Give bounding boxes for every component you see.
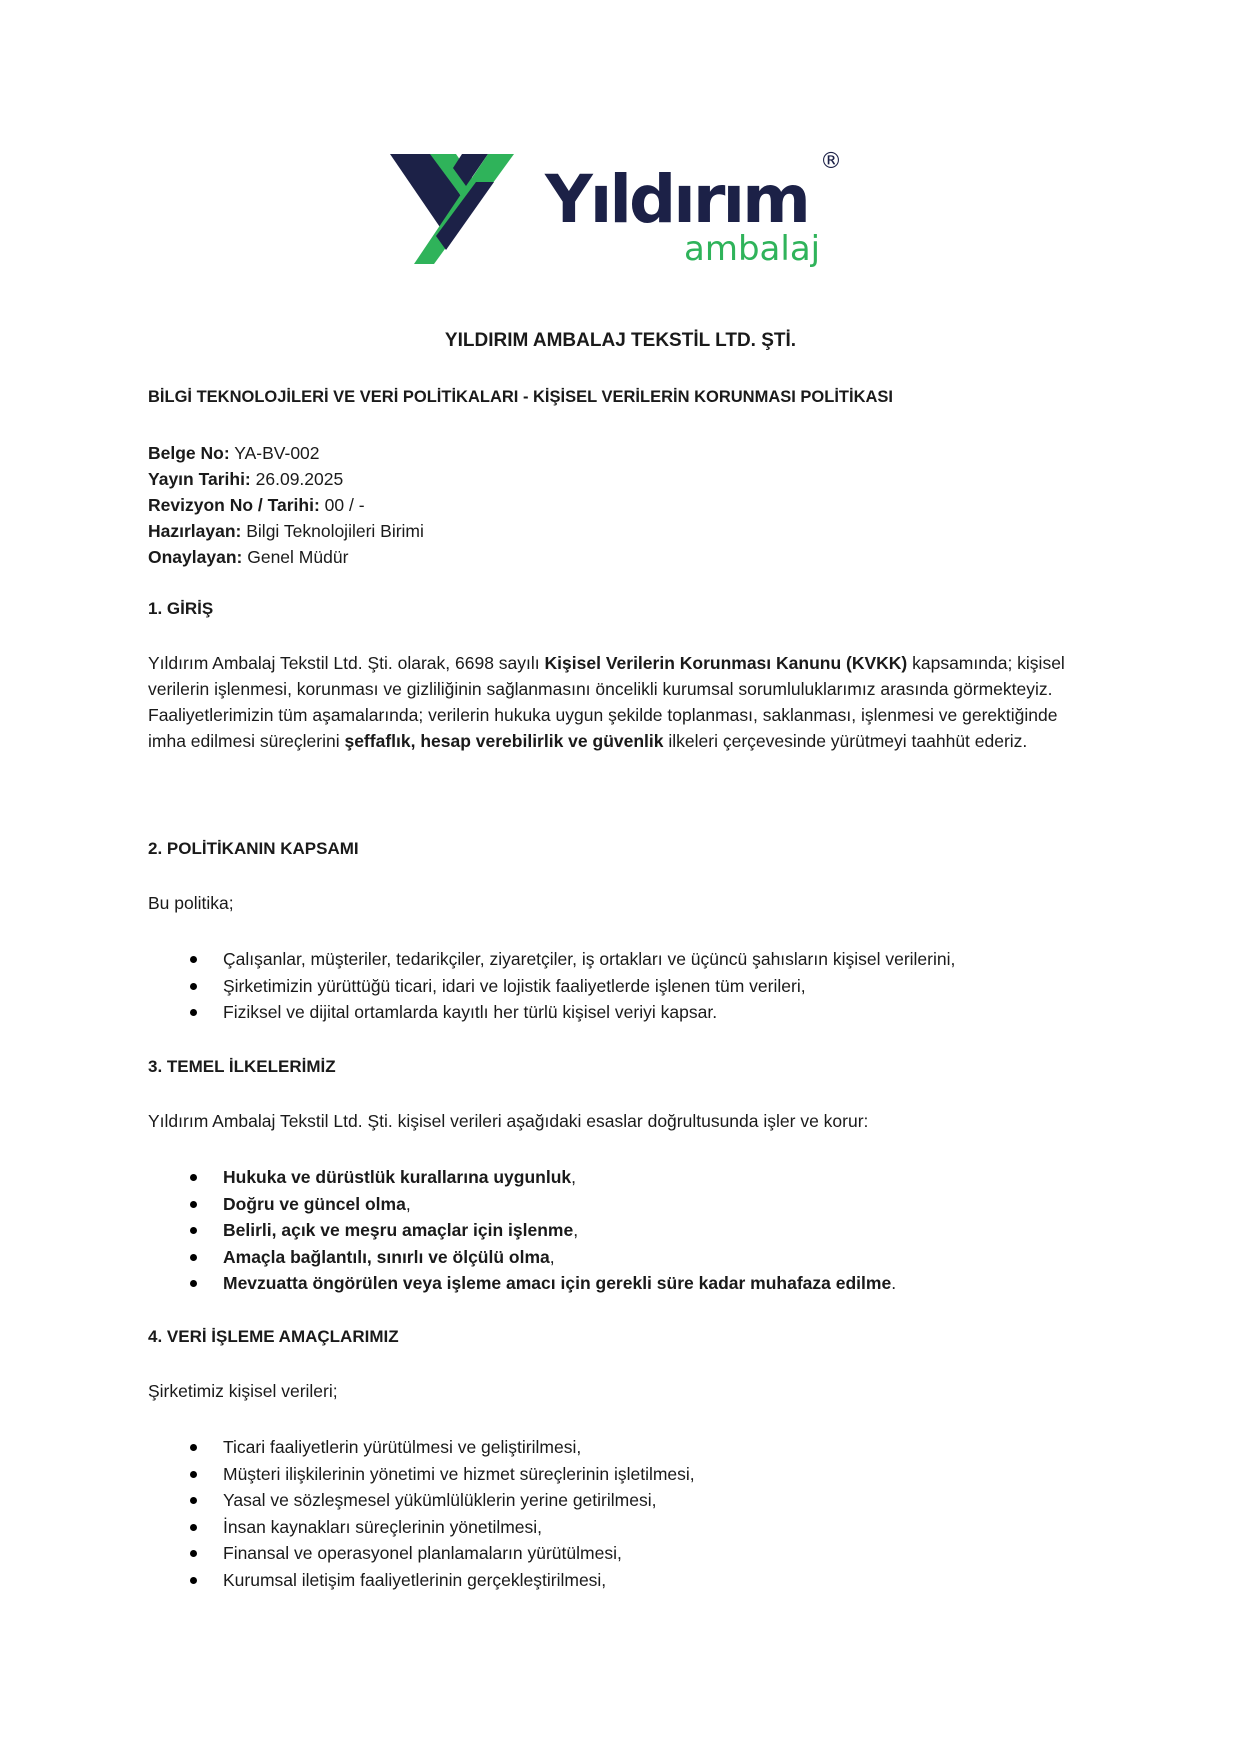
paragraph: Yıldırım Ambalaj Tekstil Ltd. Şti. olarak, 6698 sayılı Kişisel Verilerin Korunması Kanunu (KVKK) kapsamında; kişisel verilerin işlenmesi, korunması ve gizliliğinin sağlanmasını öncelikli kurumsal sorumluluklarımız arasında görmekteyiz. — [148, 653, 1065, 699]
bullet-icon — [190, 1471, 197, 1478]
list-item: Hukuka ve dürüstlük kurallarına uygunluk, — [148, 1164, 1093, 1191]
company-name: YILDIRIM AMBALAJ TEKSTİL LTD. ŞTİ. — [444, 330, 797, 351]
bullet-icon — [190, 1497, 197, 1504]
bullet-icon — [190, 1201, 197, 1208]
bullet-icon — [190, 1524, 197, 1531]
list-item: Fiziksel ve dijital ortamlarda kayıtlı her türlü kişisel veriyi kapsar. — [148, 999, 1093, 1026]
section-ilkeler — [148, 1054, 1093, 1297]
list-item: Ticari faaliyetlerin yürütülmesi ve geliştirilmesi, — [148, 1434, 1093, 1461]
bullet-icon — [190, 1444, 197, 1451]
logo-brand-text: Yıldırım — [545, 161, 808, 238]
list-item: Amaçla bağlantılı, sınırlı ve ölçülü olma, — [148, 1244, 1093, 1271]
company-logo — [390, 146, 850, 270]
meta-row: Revizyon No / Tarihi: 00 / - — [148, 495, 365, 515]
meta-row: Belge No: YA-BV-002 — [148, 443, 320, 463]
paragraph: Yıldırım Ambalaj Tekstil Ltd. Şti. kişisel verileri aşağıdaki esaslar doğrultusunda işler ve korur: — [148, 1111, 869, 1131]
section-kapsam — [148, 836, 1093, 1026]
bullet-list — [148, 1434, 1093, 1593]
bullet-icon — [190, 1227, 197, 1234]
section-heading: 4. VERİ İŞLEME AMAÇLARIMIZ — [148, 1327, 399, 1346]
bullet-icon — [190, 1577, 197, 1584]
paragraph: Bu politika; — [148, 893, 234, 913]
registered-mark: ® — [820, 149, 842, 174]
meta-row: Onaylayan: Genel Müdür — [148, 547, 349, 567]
list-item: Şirketimizin yürüttüğü ticari, idari ve lojistik faaliyetlerde işlenen tüm verileri, — [148, 973, 1093, 1000]
list-item: Doğru ve güncel olma, — [148, 1191, 1093, 1218]
list-item: Mevzuatta öngörülen veya işleme amacı için gerekli süre kadar muhafaza edilme. — [148, 1270, 1093, 1297]
bullet-icon — [190, 1254, 197, 1261]
list-item: Finansal ve operasyonel planlamaların yürütülmesi, — [148, 1540, 1093, 1567]
bullet-icon — [190, 1174, 197, 1181]
bullet-icon — [190, 956, 197, 963]
logo-mark — [390, 146, 850, 270]
bullet-list — [148, 946, 1093, 1026]
meta-row: Yayın Tarihi: 26.09.2025 — [148, 469, 344, 489]
bullet-icon — [190, 1550, 197, 1557]
logo-sub-text: ambalaj — [684, 229, 821, 269]
list-item: Kurumsal iletişim faaliyetlerinin gerçekleştirilmesi, — [148, 1567, 1093, 1594]
list-item: Yasal ve sözleşmesel yükümlülüklerin yerine getirilmesi, — [148, 1487, 1093, 1514]
list-item: İnsan kaynakları süreçlerinin yönetilmesi, — [148, 1514, 1093, 1541]
section-heading: 3. TEMEL İLKELERİMİZ — [148, 1057, 336, 1076]
paragraph: Şirketimiz kişisel verileri; — [148, 1381, 338, 1401]
bullet-list — [148, 1164, 1093, 1297]
section-amaclar — [148, 1324, 1093, 1593]
list-item: Belirli, açık ve meşru amaçlar için işlenme, — [148, 1217, 1093, 1244]
document-meta — [148, 440, 424, 570]
meta-row: Hazırlayan: Bilgi Teknolojileri Birimi — [148, 521, 424, 541]
bullet-icon — [190, 1009, 197, 1016]
list-item: Çalışanlar, müşteriler, tedarikçiler, ziyaretçiler, iş ortakları ve üçüncü şahısların kişisel verilerini, — [148, 946, 1093, 973]
bullet-icon — [190, 983, 197, 990]
bullet-icon — [190, 1280, 197, 1287]
section-heading: 1. GİRİŞ — [148, 599, 214, 618]
paragraph: Faaliyetlerimizin tüm aşamalarında; verilerin hukuka uygun şekilde toplanması, saklanması, işlenmesi ve gerektiğinde imha edilmesi süreçlerini şeffaflık, hesap verebilirlik ve güvenlik ilkeleri çerçevesinde yürütmeyi taahhüt ederiz. — [148, 705, 1058, 751]
document-title: BİLGİ TEKNOLOJİLERİ VE VERİ POLİTİKALARI - KİŞİSEL VERİLERİN KORUNMASI POLİTİKASI — [148, 388, 893, 406]
list-item: Müşteri ilişkilerinin yönetimi ve hizmet süreçlerinin işletilmesi, — [148, 1461, 1093, 1488]
section-heading: 2. POLİTİKANIN KAPSAMI — [148, 839, 359, 858]
section-giris — [148, 596, 1093, 754]
